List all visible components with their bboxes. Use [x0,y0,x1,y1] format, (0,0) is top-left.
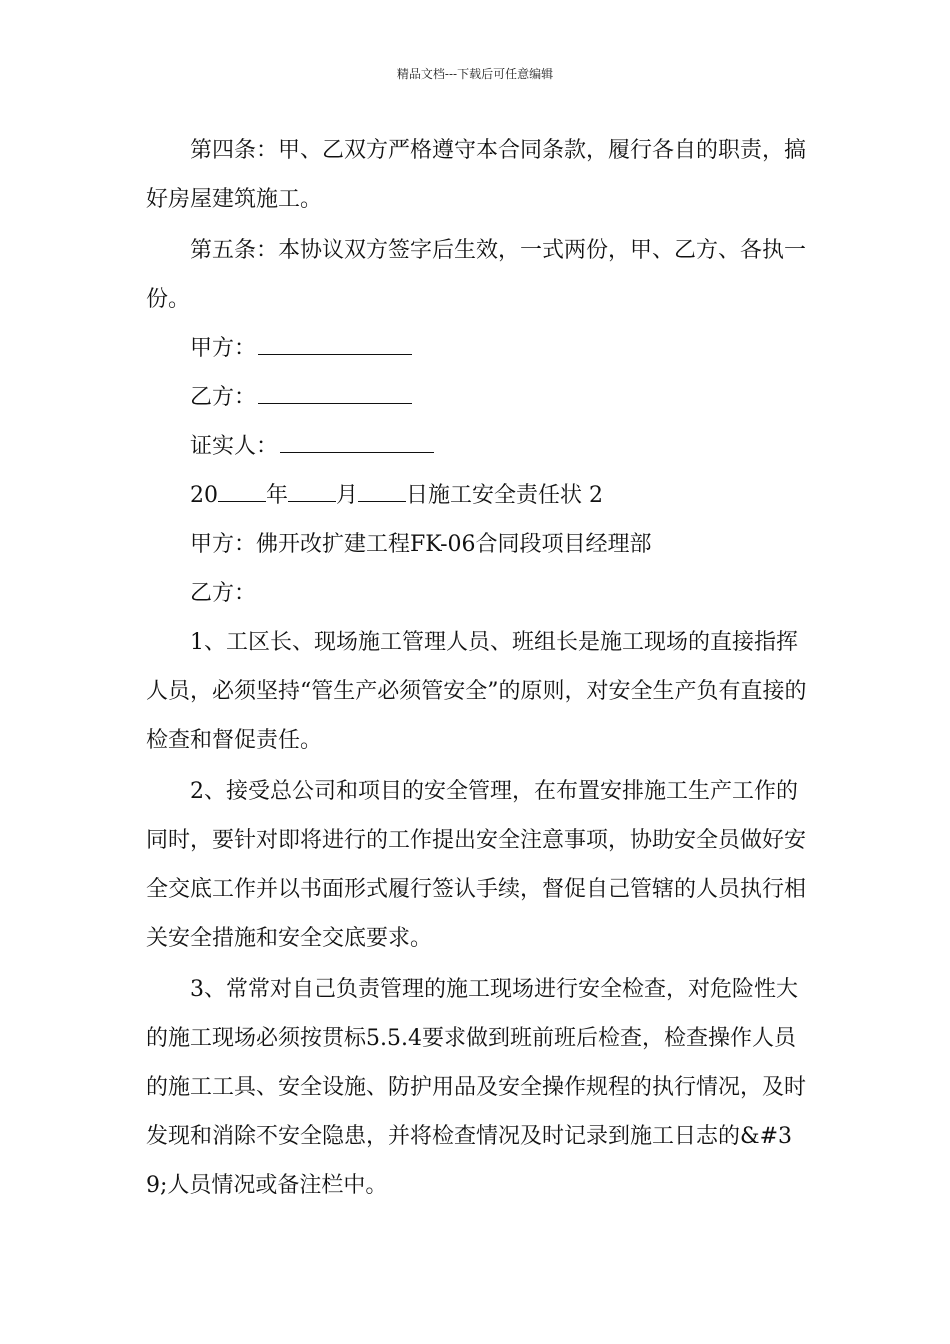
party-a-signature-line [146,324,810,373]
item-2: 2、接受总公司和项目的安全管理，在布置安排施工生产工作的同时，要针对即将进行的工作提出安全注意事项，协助安全员做好安全交底工作并以书面形式履行签认手续，督促自己管辖的人员执行相关安全措施和安全交底要求。 [146,779,807,951]
year-blank [218,483,266,502]
date-prefix: 20 [190,483,218,508]
date-title-line [146,471,810,520]
party-a-blank [258,336,412,355]
day-blank [358,483,406,502]
party-a-label: 甲方： [190,336,257,361]
party-b-full: 乙方： [190,581,257,606]
date-month: 月 [336,483,359,508]
date-year: 年 [266,483,289,508]
party-b-label: 乙方： [190,385,257,410]
page-header: 精品文档---下载后可任意编辑 [396,67,554,81]
party-b-blank [258,385,412,404]
item-1: 1、工区长、现场施工管理人员、班组长是施工现场的直接指挥人员，必须坚持“管生产必须管安全”的原则，对安全生产负有直接的检查和督促责任。 [146,630,807,753]
month-blank [288,483,336,502]
clause-5: 第五条：本协议双方签字后生效，一式两份，甲、乙方、各执一份。 [146,238,807,312]
clause-4: 第四条：甲、乙双方严格遵守本合同条款，履行各自的职责，搞好房屋建筑施工。 [146,138,807,212]
witness-blank [280,434,434,453]
date-day-title: 日施工安全责任状 2 [406,483,604,508]
witness-label: 证实人： [190,434,279,459]
party-b-signature-line [146,373,810,422]
item-3: 3、常常对自己负责管理的施工现场进行安全检查，对危险性大的施工现场必须按贯标5.5.4要求做到班前班后检查，检查操作人员的施工工具、安全设施、防护用品及安全操作规程的执行情况，及时发现和消除不安全隐患，并将检查情况及时记录到施工日志的&#39;人员情况或备注栏中。 [146,977,807,1198]
witness-signature-line [146,422,810,471]
document-body [146,126,810,1210]
party-a-full: 甲方：佛开改扩建工程FK-06合同段项目经理部 [190,532,652,557]
